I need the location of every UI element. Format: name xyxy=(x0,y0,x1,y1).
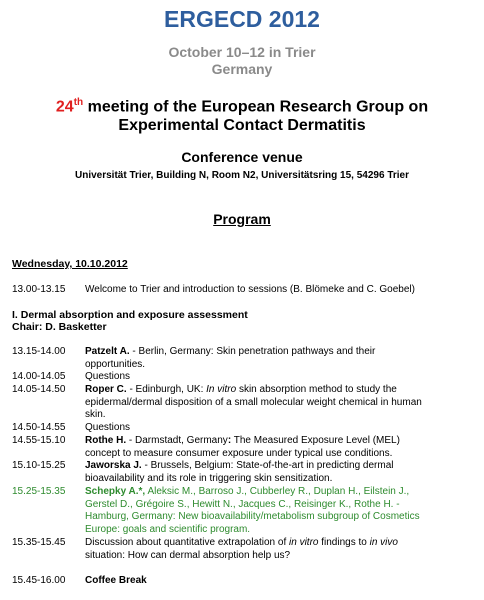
talk-text-cont-3: Europe: goals and scientific program. xyxy=(85,523,251,535)
row-time: 14.05-14.50 xyxy=(12,384,66,395)
row-time: 14.55-15.10 xyxy=(12,435,66,446)
venue-heading: Conference venue xyxy=(181,149,303,165)
talk-text: Discussion about quantitative extrapolation of xyxy=(85,537,290,548)
program-heading: Program xyxy=(213,211,271,227)
talk-text: - Brussels, Belgium: State-of-the-art in predicting dermal xyxy=(141,460,394,471)
country-line: Germany xyxy=(211,61,273,77)
conference-dates xyxy=(0,44,484,78)
talk-text-cont: epidermal/dermal disposition of a small molecular weight chemical in human xyxy=(85,396,422,408)
conference-title: ERGECD 2012 xyxy=(164,6,320,32)
row-text: Welcome to Trier and introduction to sessions (B. Blömeke and C. Goebel) xyxy=(85,284,415,295)
row-text: Questions xyxy=(85,371,131,382)
row-text xyxy=(85,460,394,485)
talk-text-cont: situation: How can dermal absorption help us? xyxy=(85,549,291,561)
talk-colon: : xyxy=(227,435,232,446)
talk-text-cont: Gerstel D., Grégoire S., Hewitt N., Jacques C., Reisinger K., Rothe H. - xyxy=(85,498,400,510)
talk-location: - Edinburgh, UK: xyxy=(126,384,207,395)
meeting-line-1-text: meeting of the European Research Group on xyxy=(83,98,429,116)
speaker: Jaworska J. xyxy=(85,460,142,471)
talk-text-cont: concept to measure consumer exposure under typical use conditions. xyxy=(85,447,393,459)
row-text xyxy=(85,384,422,422)
dates-line: October 10–12 in Trier xyxy=(168,44,316,60)
meeting-ordinal-suffix: th xyxy=(73,97,84,108)
talk-text-cont: bioavailability and its role in triggering skin sensitization. xyxy=(85,472,333,484)
meeting-heading xyxy=(0,93,484,135)
row-text xyxy=(85,435,400,460)
talk-text-cont-2: skin. xyxy=(85,409,106,420)
row-time: 13.00-13.15 xyxy=(12,284,66,295)
row-time: 15.25-15.35 xyxy=(12,486,66,497)
speaker: Rothe H. xyxy=(85,435,127,446)
row-time: 15.35-15.45 xyxy=(12,537,66,548)
talk-text-mid: findings to xyxy=(318,537,370,548)
row-text: Questions xyxy=(85,422,131,433)
talk-italic: In vitro xyxy=(206,384,237,395)
talk-italic-2: in vivo xyxy=(369,537,398,548)
talk-italic-1: in vitro xyxy=(289,537,319,548)
day-heading: Wednesday, 10.10.2012 xyxy=(12,258,128,270)
speaker: Schepky A.*, xyxy=(85,486,146,497)
speaker: Patzelt A. xyxy=(85,346,130,357)
row-time: 13.15-14.00 xyxy=(12,346,66,357)
meeting-line-1 xyxy=(0,93,484,116)
speaker: Roper C. xyxy=(85,384,127,395)
talk-text-cont-2: Hamburg, Germany: New bioavailability/metabolism subgroup of Cosmetics xyxy=(85,511,420,522)
row-text xyxy=(85,486,420,536)
row-time: 15.45-16.00 xyxy=(12,575,66,586)
talk-text: skin absorption method to study the xyxy=(236,384,397,395)
row-time: 14.50-14.55 xyxy=(12,422,66,433)
venue-address: Universität Trier, Building N, Room N2, Universitätsring 15, 54296 Trier xyxy=(75,170,409,181)
meeting-ordinal: 24 xyxy=(55,98,74,116)
talk-text: - Berlin, Germany: Skin penetration pathways and their xyxy=(129,346,376,357)
row-text xyxy=(85,537,398,562)
row-time: 15.10-15.25 xyxy=(12,460,66,471)
row-text: Coffee Break xyxy=(85,575,147,586)
talk-text-cont: opportunities. xyxy=(85,358,146,370)
meeting-line-2: Experimental Contact Dermatitis xyxy=(118,117,366,135)
row-text xyxy=(85,346,375,371)
session-title: I. Dermal absorption and exposure assessment xyxy=(12,309,248,321)
talk-text: Aleksic M., Barroso J., Cubberley R., Duplan H., Eilstein J., xyxy=(145,486,410,497)
talk-text: The Measured Exposure Level (MEL) xyxy=(231,435,400,446)
talk-location: - Darmstadt, Germany xyxy=(126,435,228,446)
session-chair: Chair: D. Basketter xyxy=(12,321,107,333)
row-time: 14.00-14.05 xyxy=(12,371,66,382)
